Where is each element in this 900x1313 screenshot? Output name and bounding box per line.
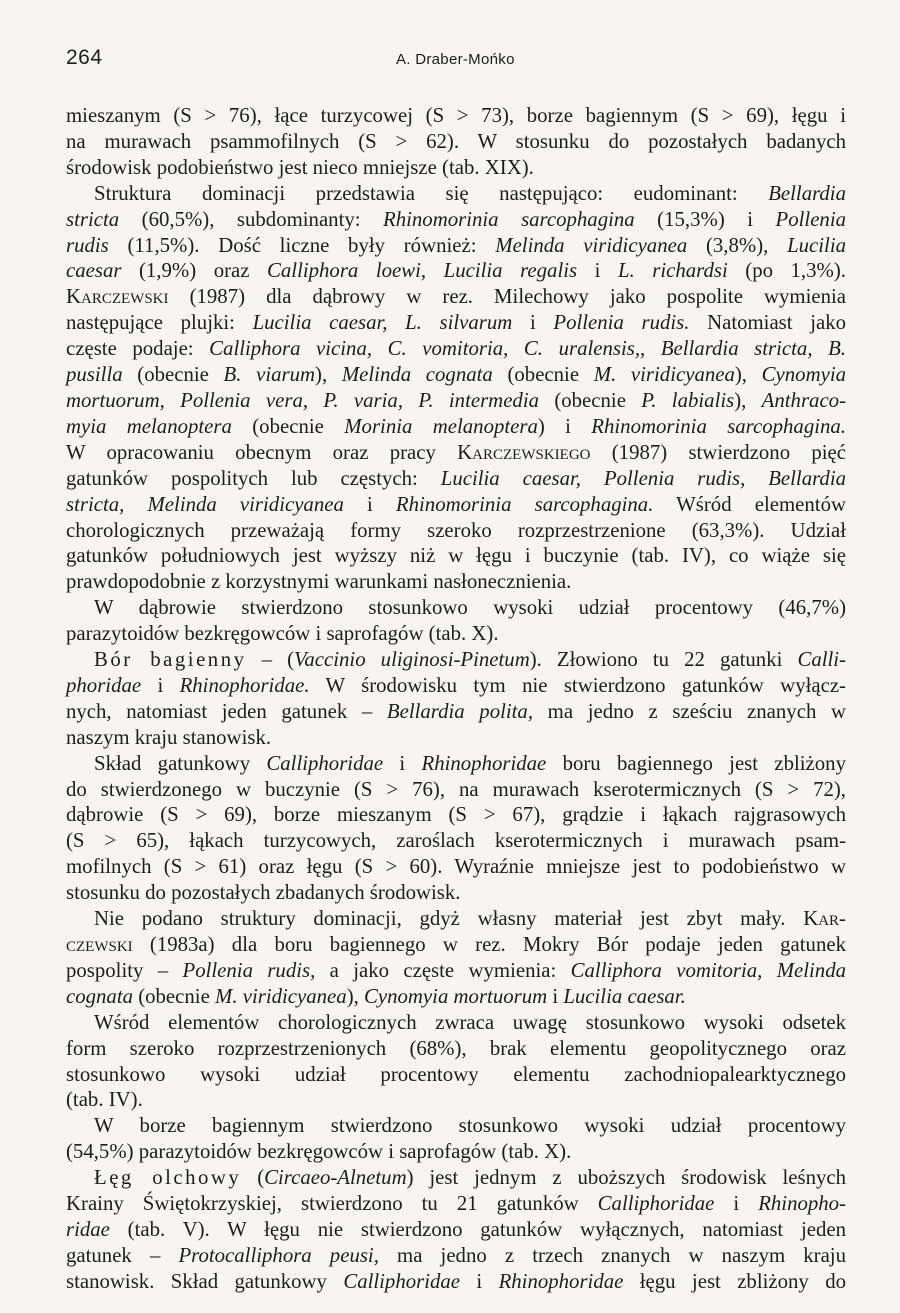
text-segment: mieszanym (S > 76), łące turzycowej (S > 73), borze bagiennym (S > 69), łęgu i — [66, 104, 846, 127]
taxon-name: M. viridicyanea — [215, 984, 347, 1008]
page-number: 264 — [66, 46, 103, 69]
text-segment: ), — [734, 388, 762, 412]
taxon-name: Anthraco- — [761, 388, 846, 412]
text-segment: i — [343, 492, 396, 516]
author-citation: Karczewski — [66, 285, 169, 309]
taxon-name: Lucilia caesar, Pollenia rudis, Bellardia — [440, 466, 846, 490]
text-segment: – ( — [246, 648, 294, 672]
text-segment: ), — [734, 363, 762, 387]
text-line — [66, 388, 846, 414]
text-line — [66, 854, 846, 880]
text-segment: W środowisku tym nie stwierdzono gatunków wyłącz- — [309, 673, 846, 697]
running-head-author: A. Draber-Mońko — [396, 51, 515, 68]
text-segment: form szeroko rozprzestrzenionych (68%), brak elementu geopolitycznego oraz — [66, 1036, 846, 1060]
taxon-name: M. viridicyanea — [593, 363, 735, 387]
text-segment: (tab. V). W łęgu nie stwierdzono gatunków wyłącznych, natomiast jeden — [109, 1217, 846, 1241]
text-line — [66, 129, 846, 155]
taxon-name: rudis — [66, 233, 109, 257]
text-segment: Krainy Świętokrzyskiej, stwierdzono tu 21 gatunków — [66, 1192, 598, 1216]
text-segment: i — [460, 1269, 499, 1293]
text-segment: W dąbrowie stwierdzono stosunkowo wysoki udział procentowy (46,7%) — [94, 596, 846, 620]
text-segment: i — [141, 673, 180, 697]
taxon-name: Rhinophoridae — [498, 1269, 624, 1293]
text-segment: (54,5%) parazytoidów bezkręgowców i saprofagów (tab. X). — [66, 1140, 572, 1164]
page-header — [66, 46, 834, 76]
text-segment: ), — [346, 984, 365, 1008]
text-segment: parazytoidów bezkręgowców i saprofagów (tab. X). — [66, 622, 499, 646]
taxon-name: Circaeo-Alnetum — [264, 1166, 407, 1190]
taxon-name: Cynomyia mortuorum — [364, 984, 548, 1008]
text-segment: (1987) stwierdzono pięć — [590, 440, 846, 464]
taxon-name: B. viarum — [223, 363, 316, 387]
author-citation: Karczewskiego — [457, 440, 591, 464]
text-segment: (obecnie — [133, 984, 216, 1008]
text-segment: ), — [315, 363, 342, 387]
text-segment: i — [714, 1192, 759, 1216]
text-segment: (obecnie — [122, 363, 224, 387]
habitat-heading: Łęg olchowy — [94, 1166, 242, 1190]
text-segment: chorologicznych przeważają formy szeroko rozprzestrzenione (63,3%). Udział — [66, 518, 846, 542]
text-line — [66, 1217, 846, 1243]
text-line — [66, 1113, 846, 1139]
text-segment: (obecnie — [539, 388, 642, 412]
text-line — [66, 647, 846, 673]
text-line — [66, 906, 846, 932]
taxon-name: ridae — [66, 1217, 110, 1241]
text-segment: i — [577, 259, 618, 283]
taxon-name: pusilla — [66, 363, 123, 387]
text-line — [66, 569, 846, 595]
text-segment: W opracowaniu obecnym oraz pracy — [66, 440, 458, 464]
text-line — [66, 984, 846, 1010]
text-segment: Struktura dominacji przedstawia się następująco: eudominant: — [94, 181, 769, 205]
text-line — [66, 595, 846, 621]
text-segment: ) i — [537, 414, 592, 438]
text-segment: Nie podano struktury dominacji, gdyż własny materiał jest zbyt mały. — [94, 907, 804, 931]
text-line — [66, 440, 846, 466]
text-line — [66, 310, 846, 336]
text-segment: (15,3%) i — [634, 207, 776, 231]
taxon-name: Lucilia caesar, L. silvarum — [252, 311, 513, 335]
taxon-name: Bellardia polita, — [386, 699, 534, 723]
taxon-name: Bellardia — [768, 181, 846, 205]
text-segment: ( — [241, 1166, 265, 1190]
taxon-name: Vaccinio uliginosi-Pinetum — [294, 648, 530, 672]
taxon-name: Rhinophoridae — [421, 751, 547, 775]
taxon-name: Pollenia rudis, — [182, 958, 316, 982]
text-line — [66, 258, 846, 284]
text-segment: ma jedno z trzech znanych w naszym kraju — [378, 1243, 846, 1267]
taxon-name: Lucilia — [787, 233, 846, 257]
author-citation: czewski — [66, 933, 133, 956]
text-line — [66, 414, 846, 440]
taxon-name: Rhinopho- — [758, 1192, 846, 1216]
text-segment: (11,5%). Dość liczne były również: — [108, 233, 496, 257]
taxon-name: cognata — [66, 984, 134, 1008]
text-segment: prawdopodobnie z korzystnymi warunkami nasłonecznienia. — [66, 570, 572, 594]
taxon-name: stricta — [66, 207, 120, 231]
text-line — [66, 802, 846, 828]
text-line — [66, 362, 846, 388]
text-segment: następujące plujki: — [66, 311, 253, 335]
taxon-name: Melinda cognata — [341, 363, 493, 387]
text-line — [66, 621, 846, 647]
text-segment: mofilnych (S > 61) oraz łęgu (S > 60). Wyraźnie mniejsze jest to podobieństwo w — [66, 855, 846, 879]
text-segment: i — [383, 751, 422, 775]
text-segment: gatunek – — [66, 1243, 179, 1267]
author-citation: Kar- — [803, 907, 846, 931]
text-segment: środowisk podobieństwo jest nieco mniejsze (tab. XIX). — [66, 155, 534, 179]
text-segment: częste podaje: — [66, 337, 210, 361]
text-line — [66, 673, 846, 699]
text-line — [66, 181, 846, 207]
taxon-name: Pollenia rudis. — [553, 311, 690, 335]
taxon-name: Rhinophoridae. — [179, 673, 310, 697]
text-line — [66, 492, 846, 518]
text-line — [66, 958, 846, 984]
text-segment: (60,5%), subdominanty: — [119, 207, 384, 231]
text-segment: Wśród elementów — [653, 492, 846, 516]
text-segment: naszym kraju stanowisk. — [66, 725, 272, 749]
taxon-name: phoridae — [66, 673, 142, 697]
text-line — [66, 751, 846, 777]
taxon-name: P. labialis — [641, 388, 735, 412]
text-line — [66, 1269, 846, 1295]
text-line — [66, 103, 846, 129]
text-line — [66, 518, 846, 544]
text-line — [66, 828, 846, 854]
text-segment: łęgu jest zbliżony do — [623, 1269, 846, 1293]
taxon-name: Calliphora loewi, Lucilia regalis — [267, 259, 578, 283]
body-text — [66, 103, 846, 1295]
text-line — [66, 155, 846, 181]
text-line — [66, 777, 846, 803]
text-line — [66, 466, 846, 492]
text-segment: ) jest jednym z uboższych środowisk leśnych — [406, 1166, 847, 1190]
text-line — [66, 336, 846, 362]
taxon-name: Pollenia — [775, 207, 846, 231]
text-line — [66, 543, 846, 569]
taxon-name: L. richardsi — [617, 259, 728, 283]
text-segment: (1987) dla dąbrowy w rez. Milechowy jako pospolite wymienia — [168, 285, 846, 309]
text-segment: (S > 65), łąkach turzycowych, zaroślach kserotermicznych i murawach psam- — [66, 829, 846, 853]
text-segment: stanowisk. Skład gatunkowy — [66, 1269, 344, 1293]
text-segment: (1983a) dla boru bagiennego w rez. Mokry Bór podaje jeden gatunek — [132, 933, 846, 956]
taxon-name: Protocalliphora peusi, — [178, 1243, 379, 1267]
text-line — [66, 932, 846, 958]
text-line — [66, 207, 846, 233]
taxon-name: mortuorum, Pollenia vera, P. varia, P. intermedia — [66, 388, 540, 412]
taxon-name: Calliphoridae — [266, 751, 384, 775]
text-line — [66, 284, 846, 310]
text-segment: gatunków pospolitych lub częstych: — [66, 466, 441, 490]
text-segment: nych, natomiast jeden gatunek – — [66, 699, 387, 723]
taxon-name: Melinda viridicyanea — [495, 233, 688, 257]
text-line — [66, 725, 846, 751]
text-segment: (1,9%) oraz — [121, 259, 268, 283]
taxon-name: Calli- — [797, 648, 846, 672]
taxon-name: Lucilia caesar. — [563, 984, 686, 1008]
taxon-name: Calliphora vomitoria, Melinda — [570, 958, 846, 982]
text-segment: Skład gatunkowy — [94, 751, 267, 775]
text-segment: stosunku do pozostałych zbadanych środowisk. — [66, 881, 461, 905]
text-segment: (tab. IV). — [66, 1088, 143, 1112]
taxon-name: Morinia melanoptera — [344, 414, 538, 438]
taxon-name: Rhinomorinia sarcophagina. — [395, 492, 654, 516]
text-line — [66, 1139, 846, 1165]
text-segment: dąbrowie (S > 69), borze mieszanym (S > 67), grądzie i łąkach rajgrasowych — [66, 803, 846, 827]
text-line — [66, 1191, 846, 1217]
text-segment: boru bagiennego jest zbliżony — [546, 751, 846, 775]
taxon-name: caesar — [66, 259, 122, 283]
taxon-name: myia melanoptera — [66, 414, 232, 438]
text-line — [66, 699, 846, 725]
text-line — [66, 1036, 846, 1062]
text-segment: ma jedno z sześciu znanych w — [533, 699, 846, 723]
text-segment: i — [547, 984, 564, 1008]
text-line — [66, 1087, 846, 1113]
text-segment: stosunkowo wysoki udział procentowy elementu zachodniopalearktycznego — [66, 1062, 846, 1086]
text-segment: do stwierdzonego w buczynie (S > 76), na murawach kserotermicznych (S > 72), — [66, 777, 846, 801]
text-segment: (po 1,3%). — [727, 259, 846, 283]
text-segment: (obecnie — [231, 414, 345, 438]
text-line — [66, 233, 846, 259]
text-segment: na murawach psammofilnych (S > 62). W stosunku do pozostałych badanych — [66, 129, 846, 153]
habitat-heading: Bór bagienny — [94, 648, 247, 672]
text-line — [66, 1010, 846, 1036]
taxon-name: Rhinomorinia sarcophagina — [383, 207, 635, 231]
taxon-name: stricta, Melinda viridicyanea — [66, 492, 344, 516]
taxon-name: Cynomyia — [761, 363, 846, 387]
text-segment: (3,8%), — [687, 233, 788, 257]
taxon-name: Calliphoridae — [597, 1192, 715, 1216]
taxon-name: Rhinomorinia sarcophagina. — [591, 414, 847, 438]
text-line — [66, 880, 846, 906]
text-line — [66, 1165, 846, 1191]
taxon-name: Calliphora vicina, C. vomitoria, C. uralensis,, Bellardia stricta, B. — [209, 337, 847, 361]
taxon-name: Calliphoridae — [343, 1269, 461, 1293]
text-line — [66, 1062, 846, 1088]
text-segment: pospolity – — [66, 958, 183, 982]
text-segment: Wśród elementów chorologicznych zwraca uwagę stosunkowo wysoki odsetek — [94, 1010, 846, 1034]
text-segment: (obecnie — [492, 363, 594, 387]
text-line — [66, 1243, 846, 1269]
text-segment: W borze bagiennym stwierdzono stosunkowo wysoki udział procentowy — [94, 1114, 846, 1138]
text-segment: gatunków południowych jest wyższy niż w łęgu i buczynie (tab. IV), co wiąże się — [66, 544, 846, 568]
text-segment: Natomiast jako — [689, 311, 846, 335]
text-segment: a jako częste wymienia: — [315, 958, 571, 982]
text-segment: ). Złowiono tu 22 gatunki — [529, 648, 798, 672]
text-segment: i — [512, 311, 554, 335]
